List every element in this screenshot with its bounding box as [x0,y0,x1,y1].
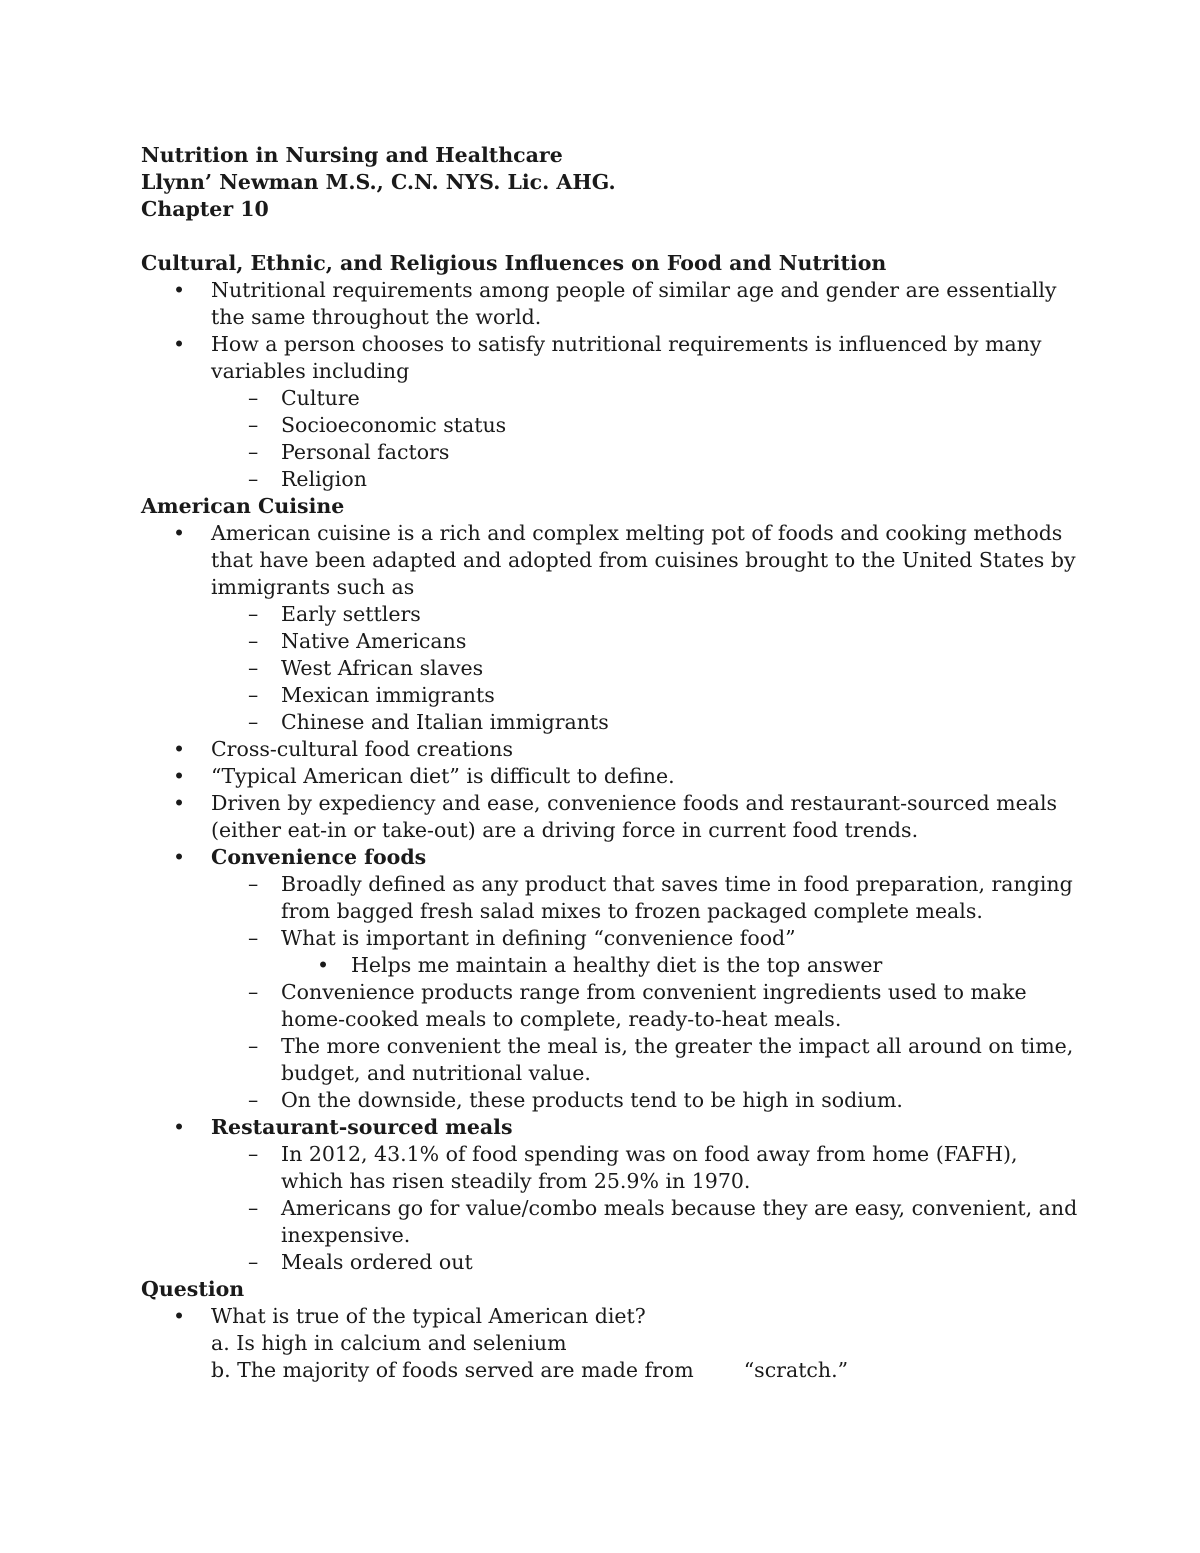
section-heading-question: Question [141,1277,245,1301]
chapter-label: Chapter 10 [141,197,269,221]
sub-sub-list [281,952,1081,979]
question-item: • What is true of the typical American diet? a. Is high in calcium and selenium b. The majority of foods served are made from “scratch.” [141,1303,1081,1384]
sub-list-item: – Meals ordered out [211,1249,1081,1276]
title-block [141,142,1081,223]
spacer [141,223,1081,250]
sub-list-item: – Culture [211,385,1081,412]
sub-list-convenience [211,871,1081,1114]
sub-list-item: – Native Americans [211,628,1081,655]
list-item: • Cross-cultural food creations [141,736,1081,763]
sub-list-item: – Religion [211,466,1081,493]
list-item: • Driven by expediency and ease, convenience foods and restaurant-sourced meals (either eat-in or take-out) are a driving force in current food trends. [141,790,1081,844]
sub-list-item: – Mexican immigrants [211,682,1081,709]
course-title: Nutrition in Nursing and Healthcare [141,143,563,167]
answer-a: a. Is high in calcium and selenium [211,1331,567,1355]
author-line: Llynn’ Newman M.S., C.N. NYS. Lic. AHG. [141,170,616,194]
sub-list-item: – Early settlers [211,601,1081,628]
list-item: • “Typical American diet” is difficult to define. [141,763,1081,790]
answer-options [211,1330,1081,1384]
list-item-convenience-foods: • Convenience foods – Broadly defined as any product that saves time in food preparation, ranging from bagged fresh salad mixes to frozen packaged complete meals. – What is important in defining “convenience food” • Helps me maintain a healthy diet is the top answer – Convenience products range from convenient ingredients used to make home-cooked meals to complete, ready-to-heat meals. – The more convenient the meal is, the greater the impact all around on time, budget, and nutritional value. – On the downside, these products tend to be high in sodium. [141,844,1081,1114]
sub-list-item: – Broadly defined as any product that saves time in food preparation, ranging from bagged fresh salad mixes to frozen packaged complete meals. [211,871,1081,925]
sub-list-item: – In 2012, 43.1% of food spending was on food away from home (FAFH), which has risen steadily from 25.9% in 1970. [211,1141,1081,1195]
sub-list-item: – What is important in defining “convenience food” • Helps me maintain a healthy diet is the top answer [211,925,1081,979]
section-american-list [141,520,1081,1276]
section-cultural-list [141,277,1081,493]
sub-list-item: – The more convenient the meal is, the greater the impact all around on time, budget, and nutritional value. [211,1033,1081,1087]
list-item: • Nutritional requirements among people of similar age and gender are essentially the same throughout the world. [141,277,1081,331]
sub-list-item: – Convenience products range from convenient ingredients used to make home-cooked meals to complete, ready-to-heat meals. [211,979,1081,1033]
list-item: • American cuisine is a rich and complex melting pot of foods and cooking methods that have been adapted and adopted from cuisines brought to the United States by immigrants such as – Early settlers – Native Americans – West African slaves – Mexican immigrants – Chinese and Italian immigrants [141,520,1081,736]
question-list [141,1303,1081,1384]
sub-list-variables [211,385,1081,493]
sub-list-item: – Personal factors [211,439,1081,466]
sub-list-item: – West African slaves [211,655,1081,682]
sub-sub-list-item: • Helps me maintain a healthy diet is the top answer [281,952,1081,979]
sub-list-immigrants [211,601,1081,736]
section-heading-cultural: Cultural, Ethnic, and Religious Influences on Food and Nutrition [141,251,887,275]
sub-list-restaurant [211,1141,1081,1276]
sub-list-item: – On the downside, these products tend to be high in sodium. [211,1087,1081,1114]
list-item: • How a person chooses to satisfy nutritional requirements is influenced by many variables including – Culture – Socioeconomic status – Personal factors – Religion [141,331,1081,493]
sub-list-item: – Chinese and Italian immigrants [211,709,1081,736]
sub-list-item: – Socioeconomic status [211,412,1081,439]
section-heading-american-cuisine: American Cuisine [141,494,345,518]
list-item-restaurant-meals: • Restaurant-sourced meals – In 2012, 43.1% of food spending was on food away from home (FAFH), which has risen steadily from 25.9% in 1970. – Americans go for value/combo meals because they are easy, convenient, and inexpensive. – Meals ordered out [141,1114,1081,1276]
answer-b: b. The majority of foods served are made from “scratch.” [211,1358,849,1382]
sub-list-item: – Americans go for value/combo meals because they are easy, convenient, and inexpensive. [211,1195,1081,1249]
document-page [141,142,1081,1384]
